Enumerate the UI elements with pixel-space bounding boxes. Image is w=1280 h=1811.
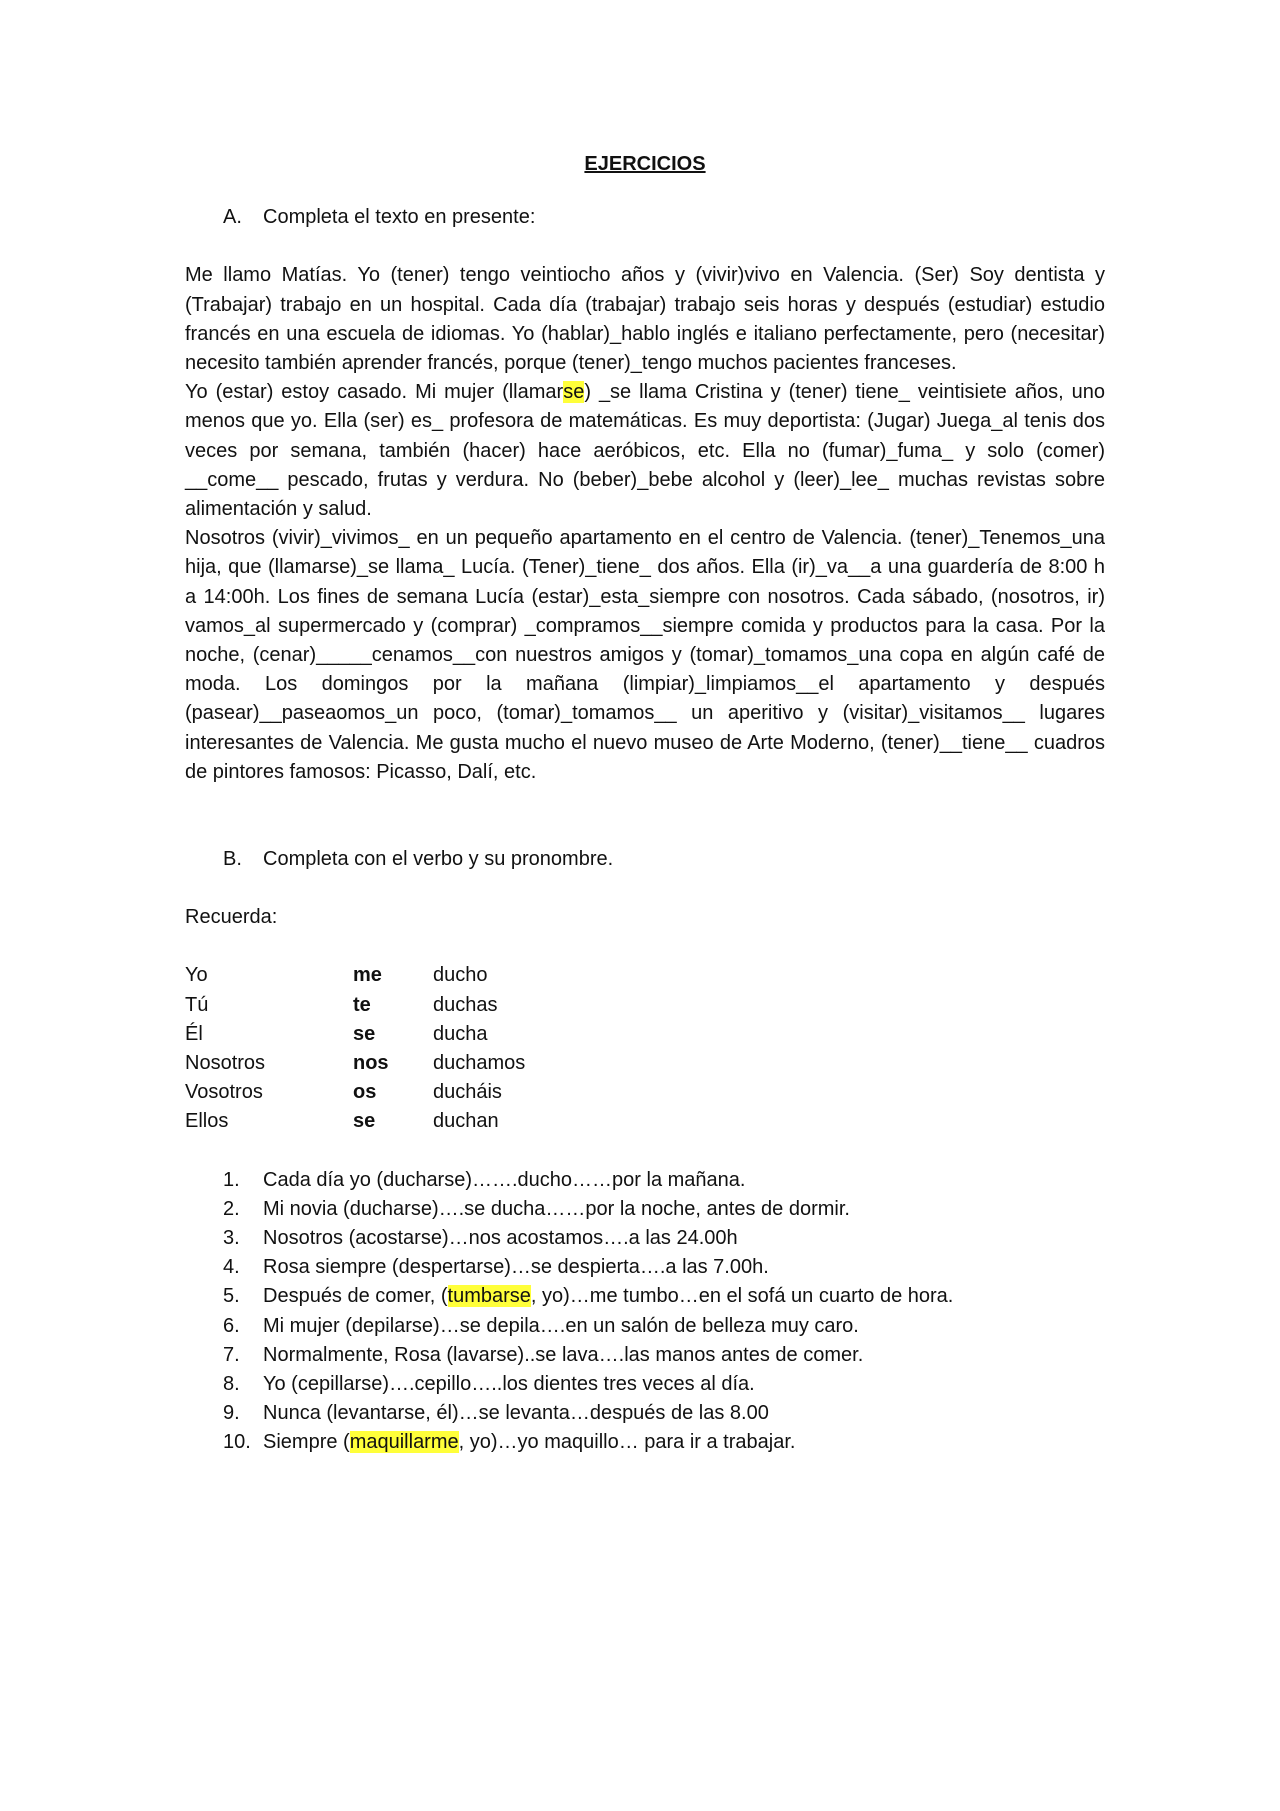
highlighted-text: se xyxy=(563,381,585,404)
item-text xyxy=(263,1282,953,1311)
subject: Él xyxy=(185,1022,203,1045)
item-text: Nunca (levantarse, él)…se levanta…después de las 8.00 xyxy=(263,1402,769,1425)
item-number: 2. xyxy=(223,1197,240,1220)
section-a-heading xyxy=(185,203,1105,232)
list-item xyxy=(185,1195,1105,1224)
conjugation-row xyxy=(185,1020,1105,1049)
section-a-paragraph-2 xyxy=(185,378,1105,524)
conjugation-row xyxy=(185,991,1105,1020)
section-a-marker: A. xyxy=(223,206,242,229)
pronoun: te xyxy=(353,993,371,1016)
item-text: Mi novia (ducharse)….se ducha……por la noche, antes de dormir. xyxy=(263,1197,850,1220)
list-item xyxy=(185,1370,1105,1399)
item-text-end: , yo)…me tumbo…en el sofá un cuarto de hora. xyxy=(530,1285,954,1308)
verb-form: ducho xyxy=(433,964,488,987)
exercise-list xyxy=(185,1166,1105,1458)
subject: Nosotros xyxy=(185,1052,266,1075)
section-b-marker: B. xyxy=(223,848,242,871)
item-text: Rosa siempre (despertarse)…se despierta….a las 7.00h. xyxy=(263,1256,769,1279)
item-number: 6. xyxy=(223,1314,240,1337)
item-text: Yo (cepillarse)….cepillo…..los dientes tres veces al día. xyxy=(263,1373,755,1396)
item-number: 1. xyxy=(223,1168,240,1191)
item-text: Nosotros (acostarse)…nos acostamos….a las 24.00h xyxy=(263,1227,738,1249)
list-item xyxy=(185,1166,1105,1195)
subject: Vosotros xyxy=(185,1081,263,1104)
verb-form: duchan xyxy=(433,1110,499,1133)
recuerda-label: Recuerda: xyxy=(185,906,278,929)
item-text: Normalmente, Rosa (lavarse)..se lava….las manos antes de comer. xyxy=(263,1343,864,1366)
list-item xyxy=(185,1312,1105,1341)
item-number: 4. xyxy=(223,1256,240,1279)
page-title: EJERCICIOS xyxy=(584,153,706,175)
list-item xyxy=(185,1224,1105,1253)
list-item xyxy=(185,1253,1105,1282)
section-b-heading xyxy=(185,845,1105,874)
spacer xyxy=(185,232,1105,261)
conjugation-table xyxy=(185,961,1105,1136)
subject: Tú xyxy=(185,993,209,1016)
section-a-heading-text: Completa el texto en presente: xyxy=(263,206,536,229)
subject: Ellos xyxy=(185,1110,229,1133)
section-a-paragraph-3: Nosotros (vivir)_vivimos_ en un pequeño apartamento en el centro de Valencia. (tener)_Tenemos_una hija, que (llamarse)_se llama_ Lucía. (Tener)_tiene_ dos años. Ella (ir)_va__a una guardería de 8:00 h a 14:00h. Los fines de semana Lucía (estar)_esta_siempre con nosotros. Cada sábado, (nosotros, ir) vamos_al supermercado y (comprar) _compramos__siempre comida y productos para la casa. Por la noche, (cenar)_____cenamos__con nuestros amigos y (tomar)_tomamos_una copa en algún café de moda. Los domingos por la mañana (limpiar)_limpiamos__el apartamento y después (pasear)__paseaomos_un poco, (tomar)_tomamos__ un aperitivo y (visitar)_visitamos__ lugares interesantes de Valencia. Me gusta mucho el nuevo museo de Arte Moderno, (tener)__tiene__ cuadros de pintores famosos: Picasso, Dalí, etc. xyxy=(185,527,1105,783)
list-item xyxy=(185,1341,1105,1370)
pronoun: os xyxy=(353,1081,377,1104)
paragraph-2-end: ) _se llama Cristina y (tener) tiene_ veintisiete años, uno menos que yo. Ella (ser) es_ profesora de matemáticas. Es muy deportista: (Jugar) Juega_al tenis dos veces por semana, también (hacer) hace aeróbicos, etc. Ella no (fumar)_fuma_ y solo (comer) __come__ pescado, frutas y verdura. No (beber)_bebe alcohol y (leer)_lee_ muchas revistas sobre alimentación y salud. xyxy=(185,381,1106,521)
list-item xyxy=(185,1282,1105,1311)
conjugation-row xyxy=(185,1078,1105,1107)
pronoun: se xyxy=(353,1110,376,1133)
item-text: Mi mujer (depilarse)…se depila….en un salón de belleza muy caro. xyxy=(263,1314,859,1337)
highlighted-text: tumbarse xyxy=(447,1285,531,1308)
document-content xyxy=(185,150,1105,1458)
item-number: 10. xyxy=(223,1431,251,1454)
item-text-start: Siempre ( xyxy=(263,1431,350,1454)
section-a-paragraph-1: Me llamo Matías. Yo (tener) tengo veintiocho años y (vivir)vivo en Valencia. (Ser) Soy dentista y (Trabajar) trabajo en un hospital. Cada día (trabajar) trabajo seis horas y después (estudiar) estudio francés en una escuela de idiomas. Yo (hablar)_hablo inglés e italiano perfectamente, pero (necesitar) necesito también aprender francés, porque (tener)_tengo muchos pacientes franceses. xyxy=(185,264,1105,375)
paragraph-2-start: Yo (estar) estoy casado. Mi mujer (llamar xyxy=(185,381,564,404)
item-number: 8. xyxy=(223,1373,240,1396)
item-number: 3. xyxy=(223,1227,240,1249)
item-number: 7. xyxy=(223,1343,240,1366)
verb-form: duchas xyxy=(433,993,498,1016)
item-text-start: Después de comer, ( xyxy=(263,1285,448,1308)
verb-form: ducháis xyxy=(433,1081,502,1104)
spacer xyxy=(185,874,1105,903)
spacer xyxy=(185,932,1105,961)
verb-form: ducha xyxy=(433,1022,488,1045)
section-b-heading-text: Completa con el verbo y su pronombre. xyxy=(263,848,614,871)
conjugation-row xyxy=(185,1107,1105,1136)
verb-form: duchamos xyxy=(433,1052,526,1075)
conjugation-row xyxy=(185,961,1105,990)
spacer xyxy=(185,1137,1105,1166)
highlighted-text: maquillarme xyxy=(349,1431,459,1454)
item-number: 5. xyxy=(223,1285,240,1308)
pronoun: me xyxy=(353,964,382,987)
item-text xyxy=(263,1428,795,1457)
spacer xyxy=(185,787,1105,845)
pronoun: se xyxy=(353,1022,376,1045)
pronoun: nos xyxy=(353,1052,389,1075)
list-item xyxy=(185,1399,1105,1428)
conjugation-row xyxy=(185,1049,1105,1078)
list-item xyxy=(185,1428,1105,1457)
subject: Yo xyxy=(185,964,208,987)
item-number: 9. xyxy=(223,1402,240,1425)
item-text-end: , yo)…yo maquillo… para ir a trabajar. xyxy=(458,1431,796,1454)
item-text: Cada día yo (ducharse)…….ducho……por la mañana. xyxy=(263,1168,746,1191)
